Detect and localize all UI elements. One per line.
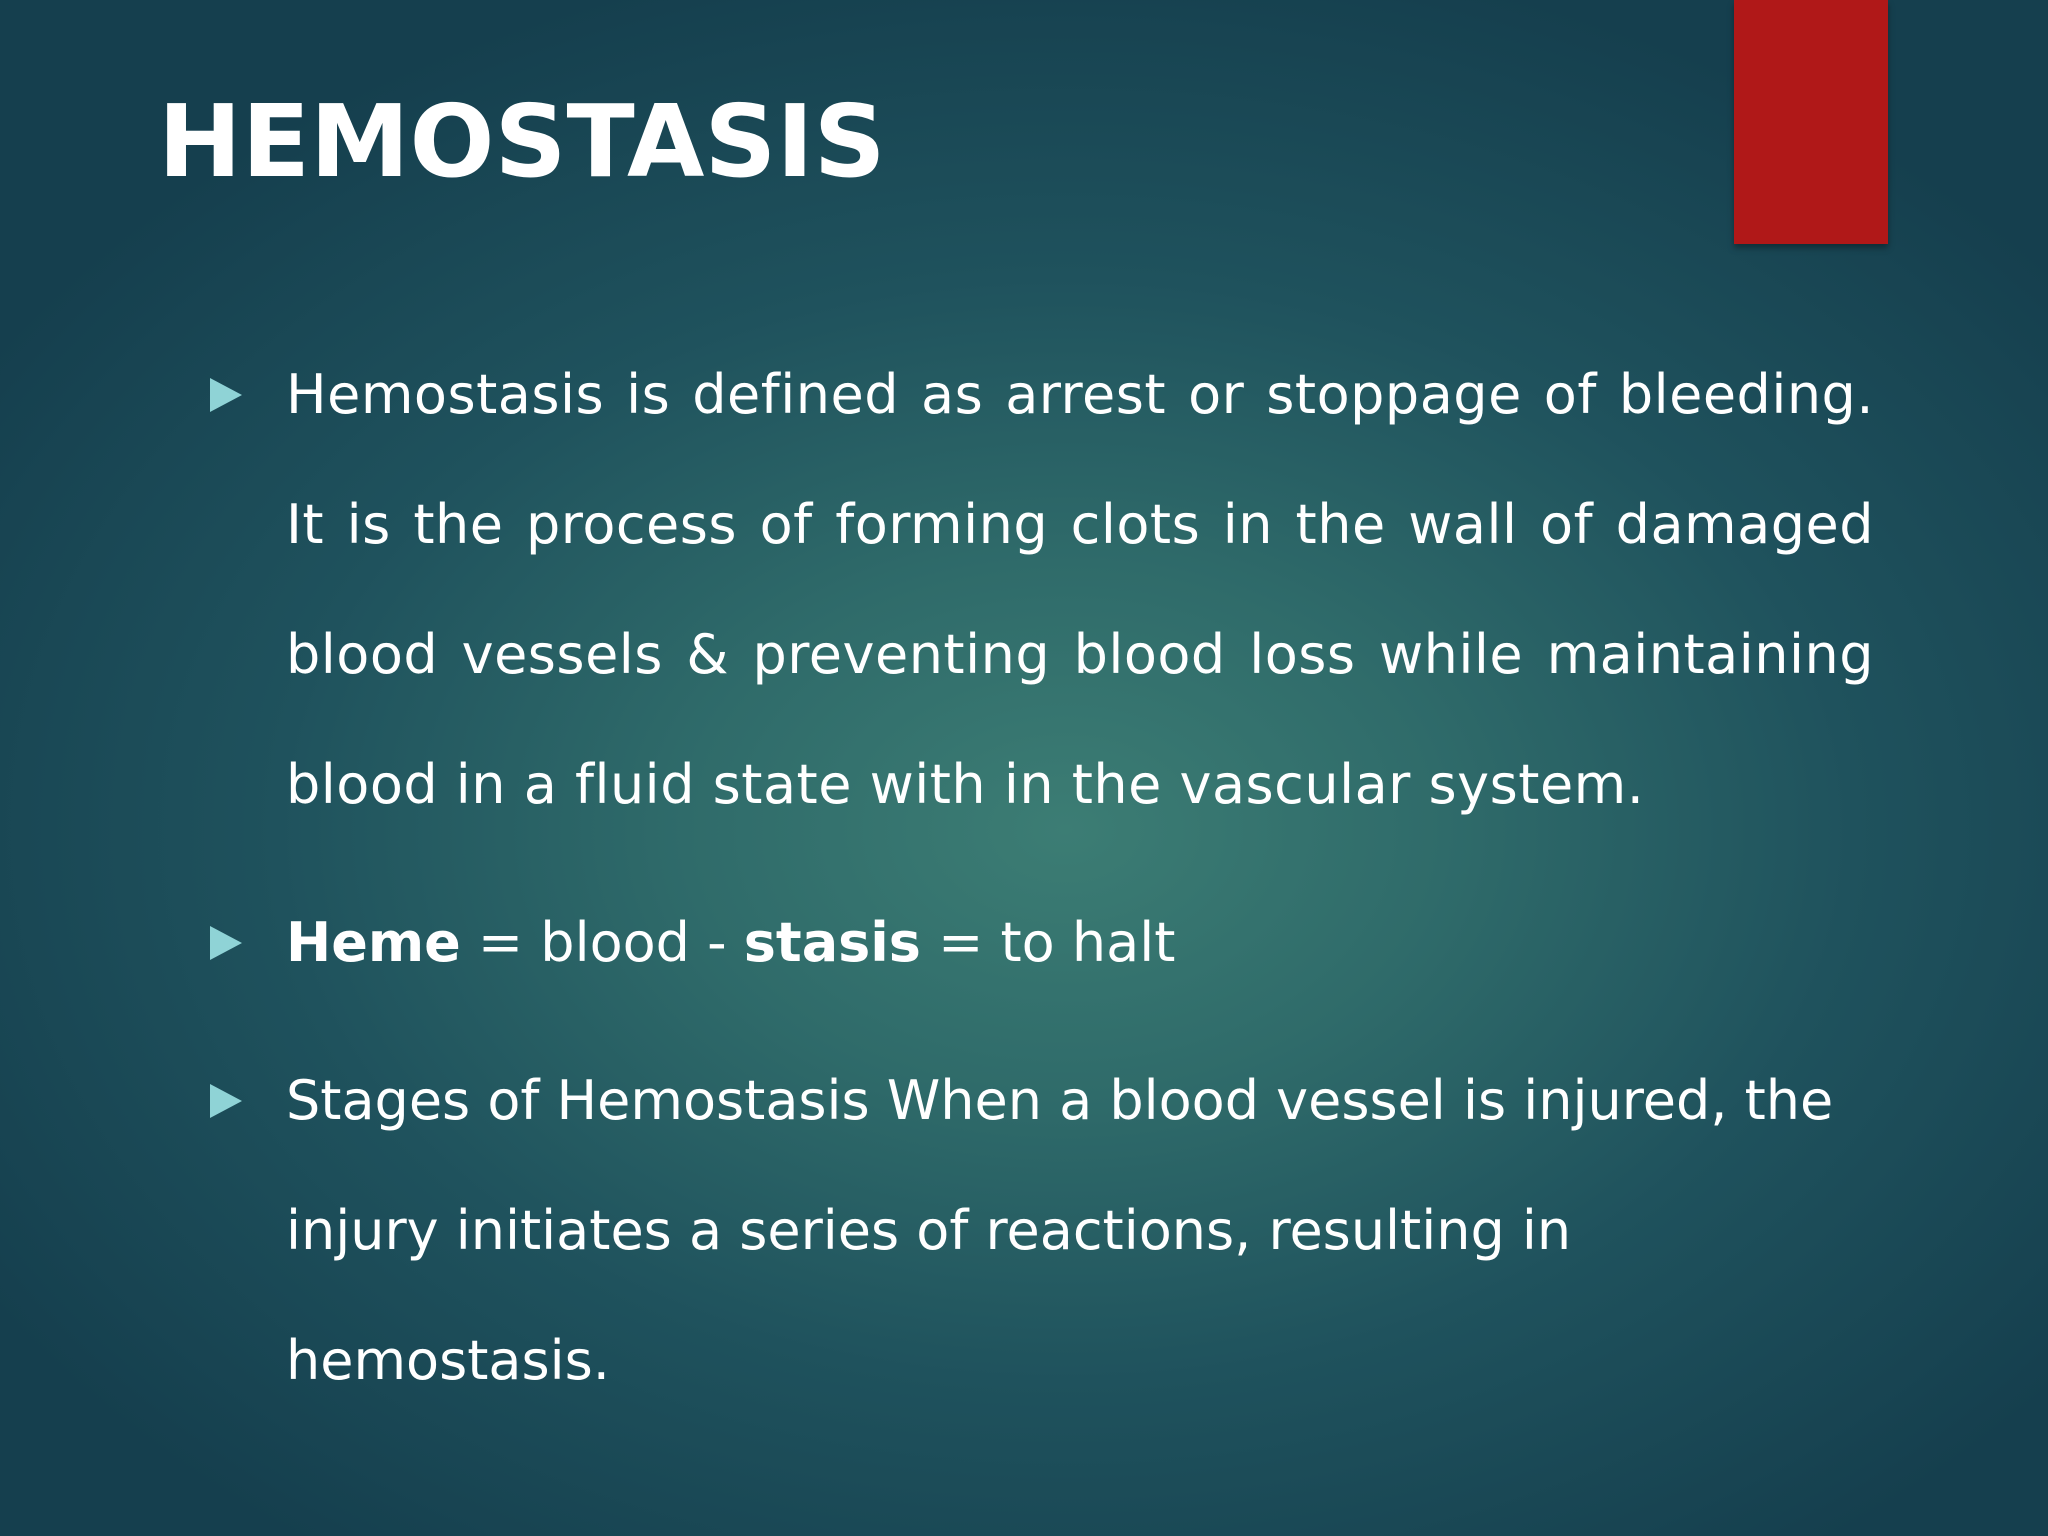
- term-stasis: stasis: [743, 911, 921, 974]
- red-accent-bar: [1734, 0, 1888, 244]
- bullet-item: [210, 878, 1874, 1008]
- bullet-list: [210, 330, 1874, 1426]
- definition-halt: = to halt: [920, 911, 1176, 974]
- definition-blood: = blood -: [460, 911, 744, 974]
- triangle-right-icon: [210, 878, 286, 1008]
- triangle-right-icon: [210, 1036, 286, 1166]
- triangle-right-icon: [210, 330, 286, 460]
- bullet-text: Hemostasis is defined as arrest or stoppage of bleeding. It is the process of forming clots in the wall of damaged blood vessels & preventing blood loss while maintaining blood in a fluid state with in the vascular system.: [286, 363, 1874, 816]
- bullet-item: [210, 1036, 1874, 1426]
- bullet-text: Stages of Hemostasis When a blood vessel is injured, the injury initiates a series of reactions, resulting in hemostasis.: [286, 1069, 1834, 1392]
- bullet-text: [286, 878, 1874, 1008]
- term-heme: Heme: [286, 911, 461, 974]
- slide-title: HEMOSTASIS: [158, 83, 886, 200]
- bullet-item: [210, 330, 1874, 850]
